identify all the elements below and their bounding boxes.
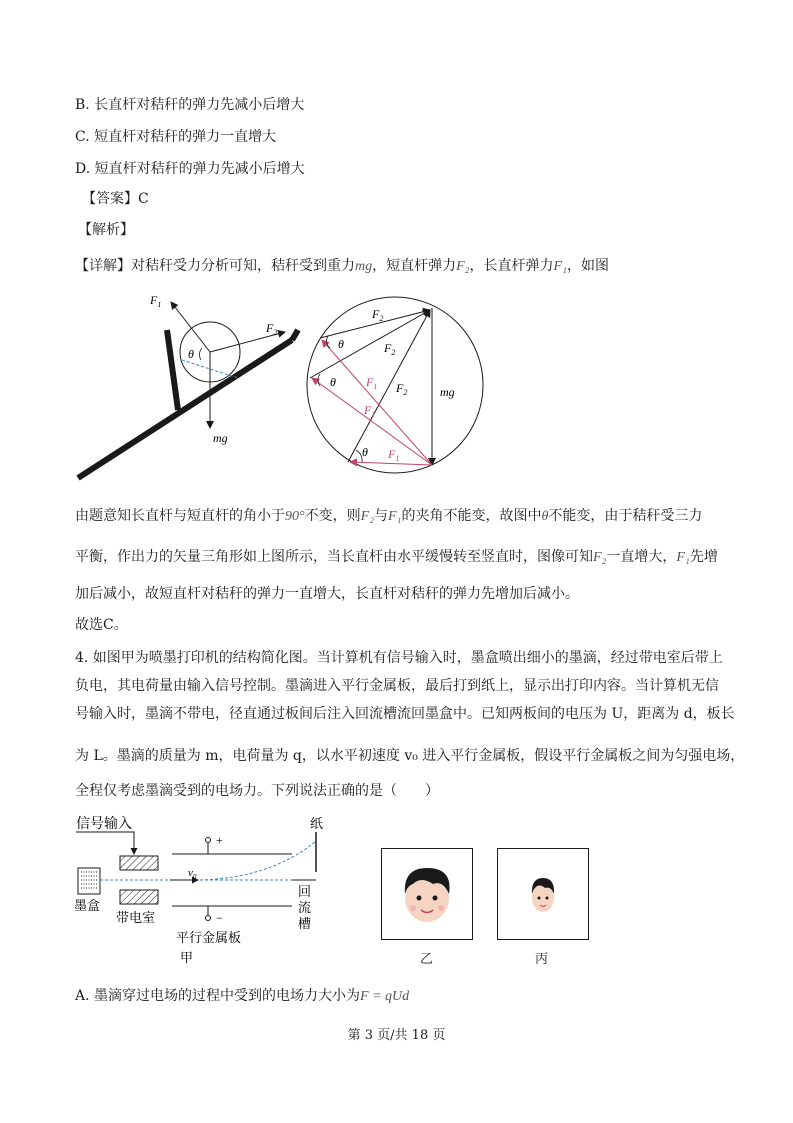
fig1-f1-label: $F_1$ xyxy=(150,293,162,309)
fig1-f2-label: $F_2$ xyxy=(266,321,278,337)
option-c: C. 短直杆对秸秆的弹力一直增大 xyxy=(75,129,277,145)
rod-force-diagram xyxy=(70,290,310,485)
mg-symbol: mg xyxy=(355,259,373,274)
label-jia: 甲 xyxy=(180,950,194,965)
label-bing: 丙 xyxy=(535,952,549,967)
q4-line-1: 4. 如图甲为喷墨打印机的结构简化图。当计算机有信号输入时，墨盒喷出细小的墨滴，经过带电室后带上 xyxy=(75,650,723,666)
charge-room-label: 带电室 xyxy=(116,910,156,925)
svg-text:槽: 槽 xyxy=(298,916,312,931)
detail-line-3: 平衡，作出力的矢量三角形如上图所示，当长直杆由水平缓慢转至竖直时，图像可知F₂一直增大，F₁先增 xyxy=(75,549,718,565)
fig2-f2-top: $F_2$ xyxy=(372,307,384,323)
q4-line-3: 号输入时，墨滴不带电，径直通过板间后注入回流槽流回墨盒中。已知两板间的电压为 U，距离为 d，板长 xyxy=(75,706,735,722)
fig1-mg-label: mg xyxy=(213,431,228,445)
q4-line-4: 为 L。墨滴的质量为 m，电荷量为 q，以水平初速度 v₀ 进入平行金属板，假设平行金属板之间为匀强电场， xyxy=(75,748,745,764)
fig2-f2-mid: $F_2$ xyxy=(384,341,396,357)
paper-label: 纸 xyxy=(310,816,324,831)
f2-symbol: F₂ xyxy=(456,259,470,274)
detail-line-1: 【详解】对秸秆受力分析可知，秸秆受到重力mg，短直杆弹力F₂，长直杆弹力F₁，如图 xyxy=(75,258,609,274)
fig2-theta-top: θ xyxy=(338,337,344,351)
fig2-f1-c: $F_1$ xyxy=(388,447,400,463)
fig2-f2-low: $F_2$ xyxy=(396,381,408,397)
detail-line-2: 由题意知长直杆与短直杆的角小于90°不变，则F₂与F₁的夹角不能变，故图中θ不能变，由于秸秆受三力 xyxy=(75,508,703,524)
v0-label: $v_0$ xyxy=(188,867,197,881)
vector-circle-diagram xyxy=(300,290,500,485)
ink-label: 墨盒 xyxy=(74,898,101,913)
svg-text:+: + xyxy=(216,833,223,847)
fig2-mg: mg xyxy=(440,385,455,399)
option-d: D. 短直杆对秸秆的弹力先减小后增大 xyxy=(75,161,305,177)
face-large-box xyxy=(381,848,473,940)
fig2-f1-b: $F_1$ xyxy=(364,403,376,419)
fig2-f1-a: $F_1$ xyxy=(366,375,378,391)
q4-line-2: 负电，其电荷量由输入信号控制。墨滴进入平行金属板，最后打到纸上，显示出打印内容。当计算机无信 xyxy=(75,678,719,694)
page-footer: 第 3 页/共 18 页 xyxy=(347,1028,446,1043)
option-b: B. 长直杆对秸秆的弹力先减小后增大 xyxy=(75,97,305,113)
svg-text:回: 回 xyxy=(298,884,312,899)
analysis-label: 【解析】 xyxy=(78,222,134,238)
detail-line-4: 加后减小，故短直杆对秸秆的弹力一直增大，长直杆对秸秆的弹力先增加后减小。 xyxy=(75,586,579,602)
svg-text:流: 流 xyxy=(298,900,312,915)
fig1-theta: θ xyxy=(188,347,194,361)
f1-symbol: F₁ xyxy=(553,259,567,274)
q4-line-5: 全程仅考虑墨滴受到的电场力。下列说法正确的是（ ） xyxy=(75,783,439,799)
short-rod xyxy=(167,330,178,410)
svg-text:−: − xyxy=(216,911,223,925)
fig2-theta-bot: θ xyxy=(362,445,368,459)
inkjet-diagram xyxy=(70,812,370,972)
fig2-theta-mid: θ xyxy=(330,375,336,389)
answer: 【答案】C xyxy=(82,191,149,207)
option-a-formula: F = qUd xyxy=(360,989,410,1004)
face-small-box xyxy=(497,848,589,940)
signal-label: 信号输入 xyxy=(76,817,132,832)
option-a: A. 墨滴穿过电场的过程中受到的电场力大小为F = qUd xyxy=(75,988,410,1004)
plates-label: 平行金属板 xyxy=(176,930,242,945)
label-yi: 乙 xyxy=(420,952,434,967)
detail-line-5: 故选C。 xyxy=(75,617,128,633)
long-rod xyxy=(78,340,292,478)
